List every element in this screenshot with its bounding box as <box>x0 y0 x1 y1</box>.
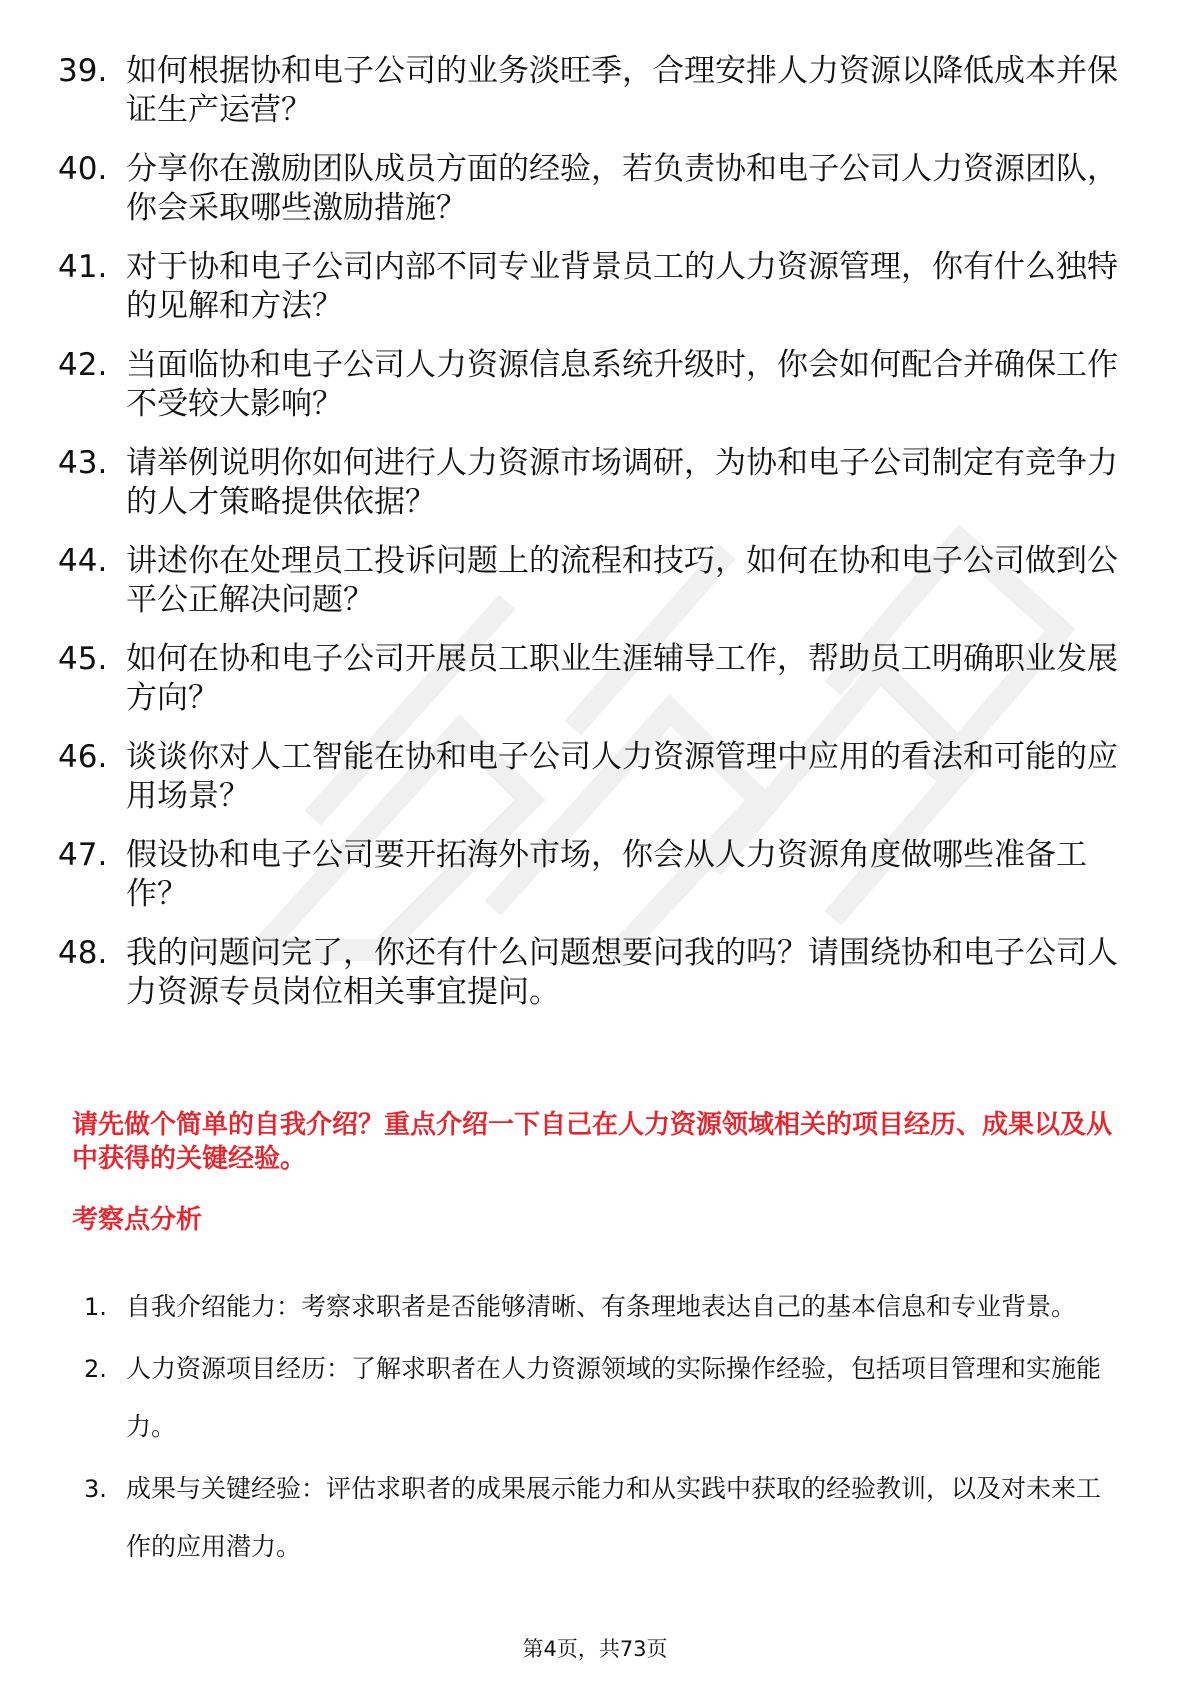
analysis-number: 1. <box>84 1293 107 1321</box>
question-item <box>58 248 1118 326</box>
question-list <box>58 52 1118 1032</box>
question-text: 我的问题问完了，你还有什么问题想要问我的吗？请围绕协和电子公司人力资源专员岗位相关事宜提问。 <box>126 935 1118 1010</box>
question-item <box>58 444 1118 522</box>
page-number-footer: 第4页，共73页 <box>522 1637 668 1661</box>
question-item <box>58 738 1118 816</box>
question-item <box>58 640 1118 718</box>
analysis-item <box>84 1278 1124 1336</box>
question-number: 39. <box>58 53 108 89</box>
question-number: 44. <box>58 543 108 579</box>
question-number: 40. <box>58 151 108 187</box>
question-number: 45. <box>58 641 108 677</box>
question-text: 当面临协和电子公司人力资源信息系统升级时，你会如何配合并确保工作不受较大影响？ <box>126 347 1118 422</box>
question-item <box>58 346 1118 424</box>
highlighted-question-heading: 请先做个简单的自我介绍？重点介绍一下自己在人力资源领域相关的项目经历、成果以及从中获得的关键经验。 <box>72 1110 1113 1174</box>
question-text: 如何根据协和电子公司的业务淡旺季，合理安排人力资源以降低成本并保证生产运营？ <box>126 53 1118 128</box>
question-text: 对于协和电子公司内部不同专业背景员工的人力资源管理，你有什么独特的见解和方法？ <box>126 249 1118 324</box>
analysis-item <box>84 1340 1124 1456</box>
question-item <box>58 52 1118 130</box>
analysis-text: 自我介绍能力：考察求职者是否能够清晰、有条理地表达自己的基本信息和专业背景。 <box>126 1292 1077 1321</box>
analysis-list <box>84 1278 1124 1580</box>
analysis-section-title: 考察点分析 <box>72 1205 203 1235</box>
question-number: 42. <box>58 347 108 383</box>
question-item <box>58 542 1118 620</box>
analysis-text: 成果与关键经验：评估求职者的成果展示能力和从实践中获取的经验教训，以及对未来工作的应用潜力。 <box>126 1474 1102 1561</box>
question-text: 讲述你在处理员工投诉问题上的流程和技巧，如何在协和电子公司做到公平公正解决问题？ <box>126 543 1118 618</box>
question-number: 43. <box>58 445 108 481</box>
question-item <box>58 150 1118 228</box>
question-number: 46. <box>58 739 108 775</box>
question-item <box>58 836 1118 914</box>
question-text: 假设协和电子公司要开拓海外市场，你会从人力资源角度做哪些准备工作？ <box>126 837 1087 912</box>
question-text: 谈谈你对人工智能在协和电子公司人力资源管理中应用的看法和可能的应用场景？ <box>126 739 1118 814</box>
question-item <box>58 934 1118 1012</box>
question-number: 41. <box>58 249 108 285</box>
analysis-text: 人力资源项目经历：了解求职者在人力资源领域的实际操作经验，包括项目管理和实施能力。 <box>126 1354 1102 1441</box>
analysis-number: 3. <box>84 1475 107 1503</box>
question-number: 47. <box>58 837 108 873</box>
analysis-item <box>84 1460 1124 1576</box>
question-number: 48. <box>58 935 108 971</box>
question-text: 请举例说明你如何进行人力资源市场调研，为协和电子公司制定有竞争力的人才策略提供依据？ <box>126 445 1118 520</box>
question-text: 如何在协和电子公司开展员工职业生涯辅导工作，帮助员工明确职业发展方向？ <box>126 641 1118 716</box>
analysis-number: 2. <box>84 1355 107 1383</box>
question-text: 分享你在激励团队成员方面的经验，若负责协和电子公司人力资源团队，你会采取哪些激励措施？ <box>126 151 1118 226</box>
